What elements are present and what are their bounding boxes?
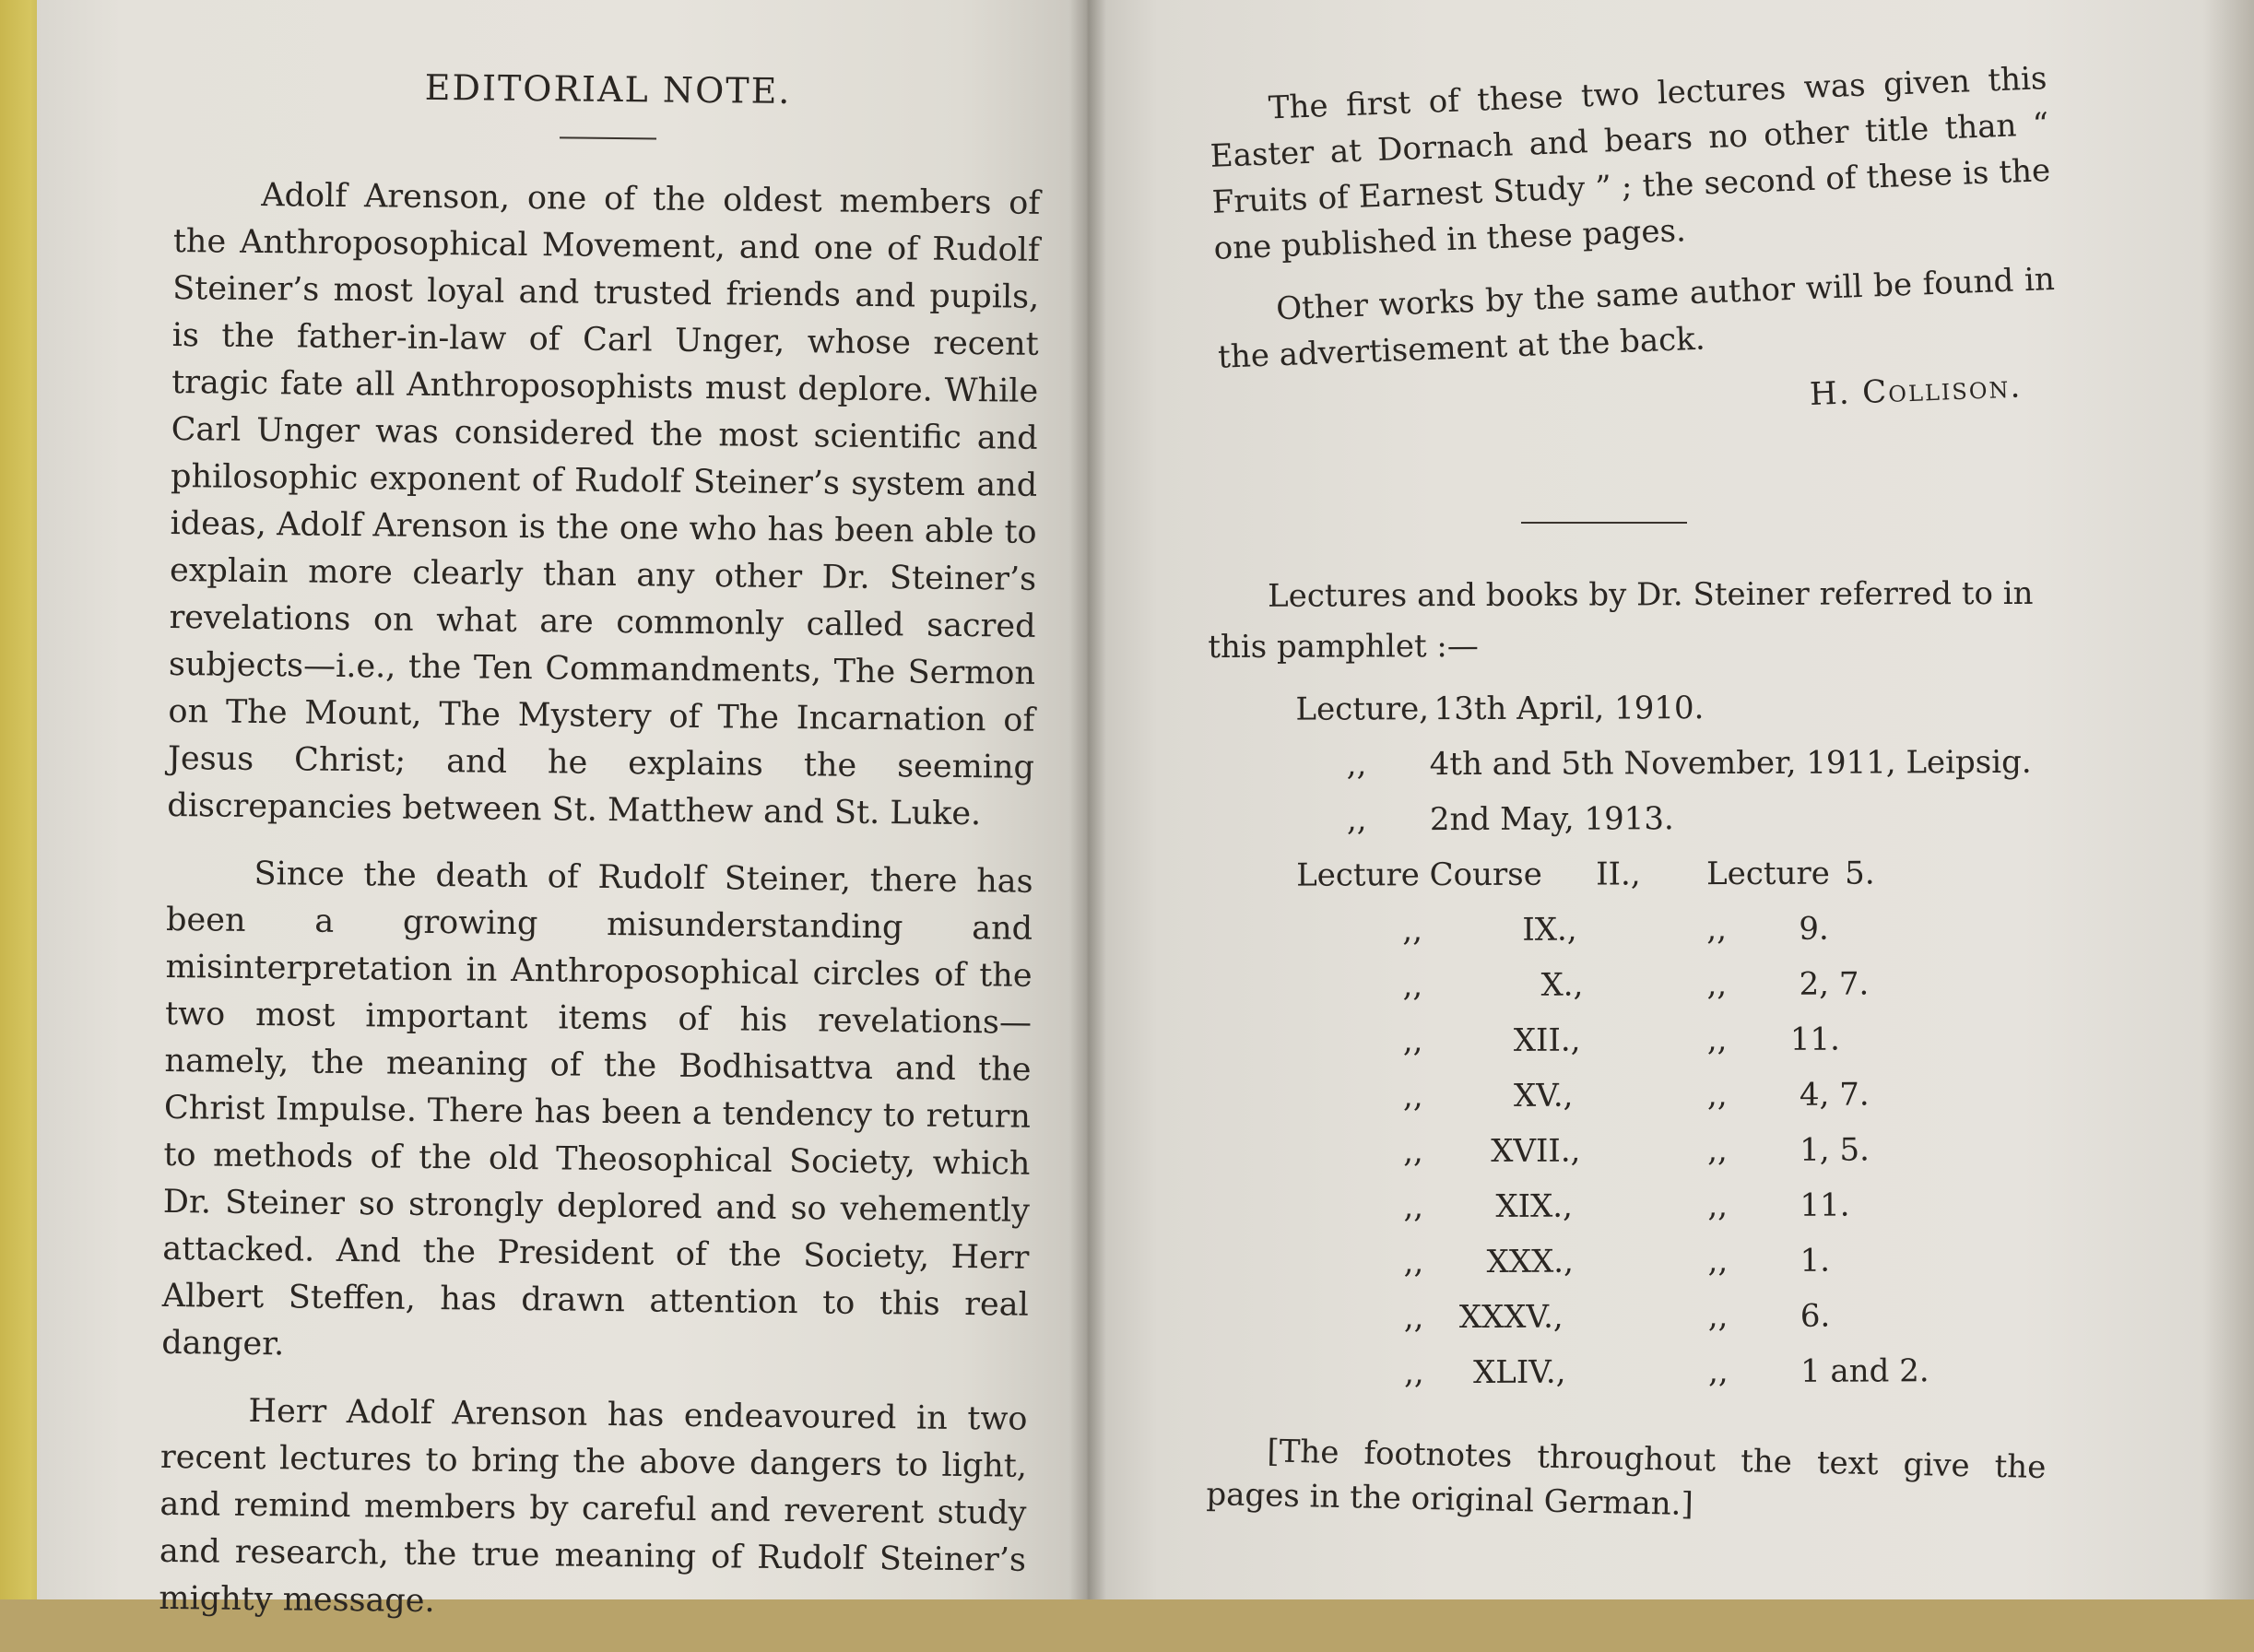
ditto-mark: ,, bbox=[1403, 1354, 1424, 1392]
course-number: IX., bbox=[1522, 911, 1577, 949]
lecture-date: 2nd May, 1913. bbox=[1429, 800, 1674, 839]
ditto-mark: ,, bbox=[1403, 1133, 1423, 1171]
list-item bbox=[1210, 1011, 2076, 1069]
ditto-mark: ,, bbox=[1402, 1078, 1423, 1115]
paragraph: Since the death of Rudolf Steiner, there has been a growing misunderstanding and misinterpretation in Anthroposophical circles of the two most important items of his revelations—namely, the meaning of the Bodhisattva and the Christ Impulse. There has been a tendency to return to methods of the old Theosophical Society, which Dr. Steiner so strongly deplored and so vehemently attacked. And the President of the Society, Herr Albert Steffen, has drawn attention to this real danger. bbox=[161, 855, 1033, 1363]
course-number: X., bbox=[1540, 966, 1584, 1004]
paragraph: Adolf Arenson, one of the oldest members of the Anthroposophical Movement, and one of Rudolf Steiner’s most loyal and trusted friends and pupils, is the father-in-law of Carl Unger, whose recent tragic fate all Anthroposophists must deplore. While Carl Unger was considered the most scientific and philosophic exponent of Rudolf Steiner’s system and ideas, Adolf Arenson is the one who has been able to explain more clearly than any other Dr. Steiner’s revelations on what are commonly called sacred subjects—i.e., the Ten Commandments, The Sermon on The Mount, The Mystery of The Incarnation of Jesus Christ; and he explains the seeming discrepancies between St. Matthew and St. Luke. bbox=[167, 176, 1041, 833]
course-number: XXXV., bbox=[1458, 1298, 1564, 1337]
book-gutter bbox=[1069, 0, 1106, 1599]
course-number: II., bbox=[1596, 856, 1641, 893]
list-intro: Lectures and books by Dr. Steiner referred to in this pamphlet :— bbox=[1208, 574, 2034, 666]
list-item bbox=[1208, 679, 2074, 738]
list-item bbox=[1209, 845, 2075, 903]
list-item bbox=[1210, 1343, 2077, 1401]
course-number: XV., bbox=[1513, 1077, 1574, 1115]
ditto-mark: ,, bbox=[1707, 1298, 1729, 1336]
footnote: [The footnotes throughout the text give the pages in the original German.] bbox=[1206, 1433, 2047, 1524]
ditto-mark: ,, bbox=[1402, 967, 1423, 1005]
page-title: EDITORIAL NOTE. bbox=[424, 66, 792, 112]
list-item bbox=[1210, 1177, 2076, 1235]
ditto-mark: ,, bbox=[1403, 1244, 1424, 1281]
lecture-number: 5. bbox=[1845, 855, 1875, 892]
editorial-note bbox=[159, 51, 1042, 1652]
list-item bbox=[1209, 735, 2075, 793]
signature: H. Collison. bbox=[1809, 368, 2023, 414]
paragraph: The first of these two lectures was given this Easter at Dornach and bears no other title than “ Fruits of Earnest Study ” ; the second of these is the one published in these pages. bbox=[1210, 60, 2051, 267]
ditto-mark: ,, bbox=[1346, 801, 1367, 839]
lecture-number: 1 and 2. bbox=[1800, 1352, 1929, 1390]
course-number: XIX., bbox=[1495, 1187, 1573, 1225]
ditto-mark: ,, bbox=[1403, 1299, 1424, 1337]
course-number: XII., bbox=[1513, 1021, 1581, 1059]
lecture-label: Lecture bbox=[1706, 855, 1830, 893]
course-number: XLIV., bbox=[1472, 1353, 1566, 1391]
lecture-number: 2, 7. bbox=[1799, 965, 1870, 1003]
lecture-list bbox=[1208, 569, 2077, 1401]
ditto-mark: ,, bbox=[1707, 1353, 1729, 1391]
note-continuation bbox=[1208, 55, 2059, 436]
list-item bbox=[1210, 1122, 2076, 1180]
list-item bbox=[1209, 956, 2075, 1014]
heading-rule bbox=[560, 136, 656, 139]
lecture-number: 6. bbox=[1800, 1297, 1831, 1335]
lecture-number: 1, 5. bbox=[1800, 1131, 1870, 1169]
ditto-mark: ,, bbox=[1706, 911, 1728, 949]
lecture-date: 4th and 5th November, 1911, Leipsig. bbox=[1429, 743, 2032, 784]
list-item bbox=[1210, 1288, 2077, 1346]
ditto-mark: ,, bbox=[1402, 912, 1423, 950]
lecture-number: 9. bbox=[1799, 910, 1829, 948]
list-item bbox=[1209, 790, 2075, 848]
section-rule bbox=[1521, 522, 1687, 524]
course-number: XVII., bbox=[1491, 1132, 1581, 1170]
ditto-mark: ,, bbox=[1707, 1243, 1729, 1280]
ditto-mark: ,, bbox=[1402, 1022, 1423, 1060]
lecture-number: 11. bbox=[1800, 1186, 1850, 1224]
ditto-mark: ,, bbox=[1707, 1187, 1729, 1225]
ditto-mark: ,, bbox=[1706, 1077, 1728, 1115]
lecture-date: 13th April, 1910. bbox=[1434, 690, 1705, 728]
lecture-mark: Lecture Course bbox=[1296, 856, 1542, 894]
page-edge-shadow bbox=[2203, 0, 2254, 1599]
lecture-number: 11. bbox=[1789, 1021, 1840, 1058]
paragraph: Other works by the same author will be found in the advertisement at the back. bbox=[1217, 260, 2056, 376]
ditto-mark: ,, bbox=[1706, 1021, 1728, 1059]
ditto-mark: ,, bbox=[1403, 1188, 1424, 1226]
ditto-mark: ,, bbox=[1706, 966, 1728, 1004]
list-item bbox=[1210, 1233, 2077, 1291]
paragraph: Herr Adolf Arenson has endeavoured in two recent lectures to bring the above dangers to light, and remind members by careful and reverent study and research, the true meaning of Rudolf Steiner’s mighty message. bbox=[159, 1392, 1028, 1621]
lecture-number: 1. bbox=[1800, 1242, 1831, 1280]
lecture-mark: Lecture, bbox=[1295, 690, 1430, 728]
list-item bbox=[1209, 901, 2075, 959]
list-item bbox=[1210, 1067, 2076, 1125]
lecture-number: 4, 7. bbox=[1799, 1076, 1870, 1114]
ditto-mark: ,, bbox=[1707, 1132, 1728, 1170]
course-number: XXX., bbox=[1486, 1243, 1574, 1280]
ditto-mark: ,, bbox=[1346, 746, 1367, 784]
